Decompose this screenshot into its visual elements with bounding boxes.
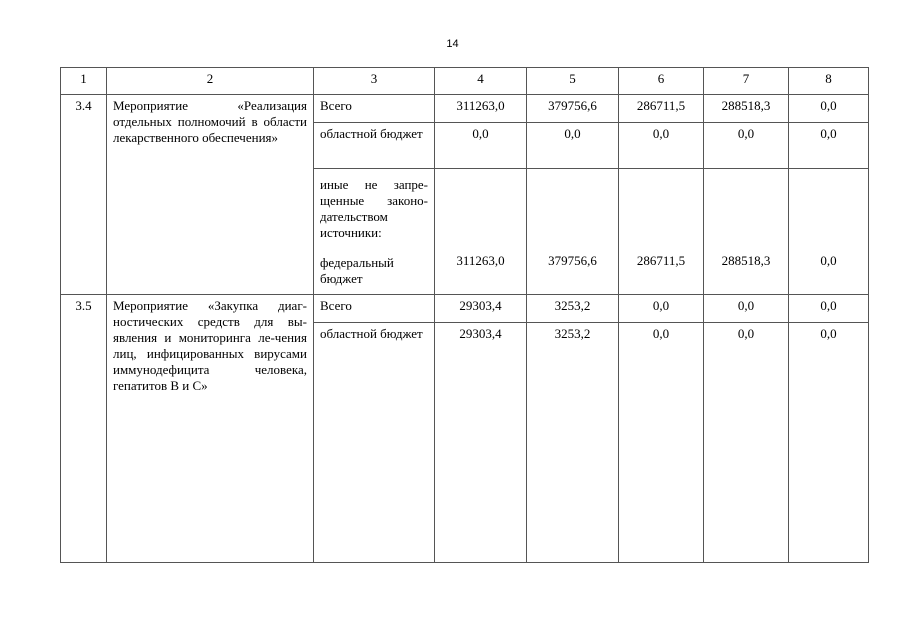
- funding-source: областной бюджет: [314, 323, 435, 563]
- value-cell: 0,0: [619, 123, 704, 169]
- value-cell: [704, 169, 789, 295]
- header-cell: 6: [619, 68, 704, 95]
- header-cell: 2: [107, 68, 314, 95]
- value-cell: 0,0: [704, 295, 789, 323]
- value-text: 379756,6: [548, 253, 597, 268]
- header-cell: 1: [61, 68, 107, 95]
- value-cell: 29303,4: [435, 323, 527, 563]
- value-cell: 0,0: [789, 123, 869, 169]
- header-cell: 7: [704, 68, 789, 95]
- funding-source: Всего: [314, 295, 435, 323]
- row-number: 3.5: [61, 295, 107, 563]
- value-cell: [527, 169, 619, 295]
- table-row: [61, 295, 869, 323]
- value-cell: 311263,0: [435, 95, 527, 123]
- value-cell: 0,0: [704, 323, 789, 563]
- value-cell: 3253,2: [527, 323, 619, 563]
- header-cell: 5: [527, 68, 619, 95]
- value-cell: 3253,2: [527, 295, 619, 323]
- value-cell: 0,0: [789, 295, 869, 323]
- header-cell: 4: [435, 68, 527, 95]
- funding-source-note: иные не запре-щенные законо-дательством источники:: [320, 177, 428, 240]
- value-cell: 0,0: [527, 123, 619, 169]
- value-cell: [619, 169, 704, 295]
- value-cell: 0,0: [435, 123, 527, 169]
- value-cell: 0,0: [619, 295, 704, 323]
- value-cell: [789, 169, 869, 295]
- funding-source: [314, 169, 435, 295]
- funding-source: областной бюджет: [314, 123, 435, 169]
- value-text: 0,0: [820, 253, 837, 268]
- value-cell: 0,0: [789, 95, 869, 123]
- value-cell: 379756,6: [527, 95, 619, 123]
- header-row: [61, 68, 869, 95]
- value-cell: 0,0: [704, 123, 789, 169]
- value-cell: 288518,3: [704, 95, 789, 123]
- table-row: [61, 95, 869, 123]
- value-cell: 0,0: [619, 323, 704, 563]
- value-text: 311263,0: [456, 253, 505, 268]
- funding-source: Всего: [314, 95, 435, 123]
- value-text: 288518,3: [721, 253, 771, 268]
- budget-table: [60, 67, 869, 563]
- page-number: 14: [446, 38, 459, 50]
- activity-description: Мероприятие «Реализация отдельных полномочий в области лекарственного обеспечения»: [107, 95, 314, 295]
- value-cell: 29303,4: [435, 295, 527, 323]
- funding-source-label: федеральный бюджет: [320, 255, 394, 286]
- activity-description: Мероприятие «Закупка диаг-ностических средств для вы-явления и мониторинга ле-чения лиц, инфицированных вирусами иммунодефицита человека, гепатитов В и С»: [107, 295, 314, 563]
- header-cell: 3: [314, 68, 435, 95]
- header-cell: 8: [789, 68, 869, 95]
- value-cell: [435, 169, 527, 295]
- value-cell: 286711,5: [619, 95, 704, 123]
- value-text: 286711,5: [636, 253, 686, 268]
- value-cell: 0,0: [789, 323, 869, 563]
- row-number: 3.4: [61, 95, 107, 295]
